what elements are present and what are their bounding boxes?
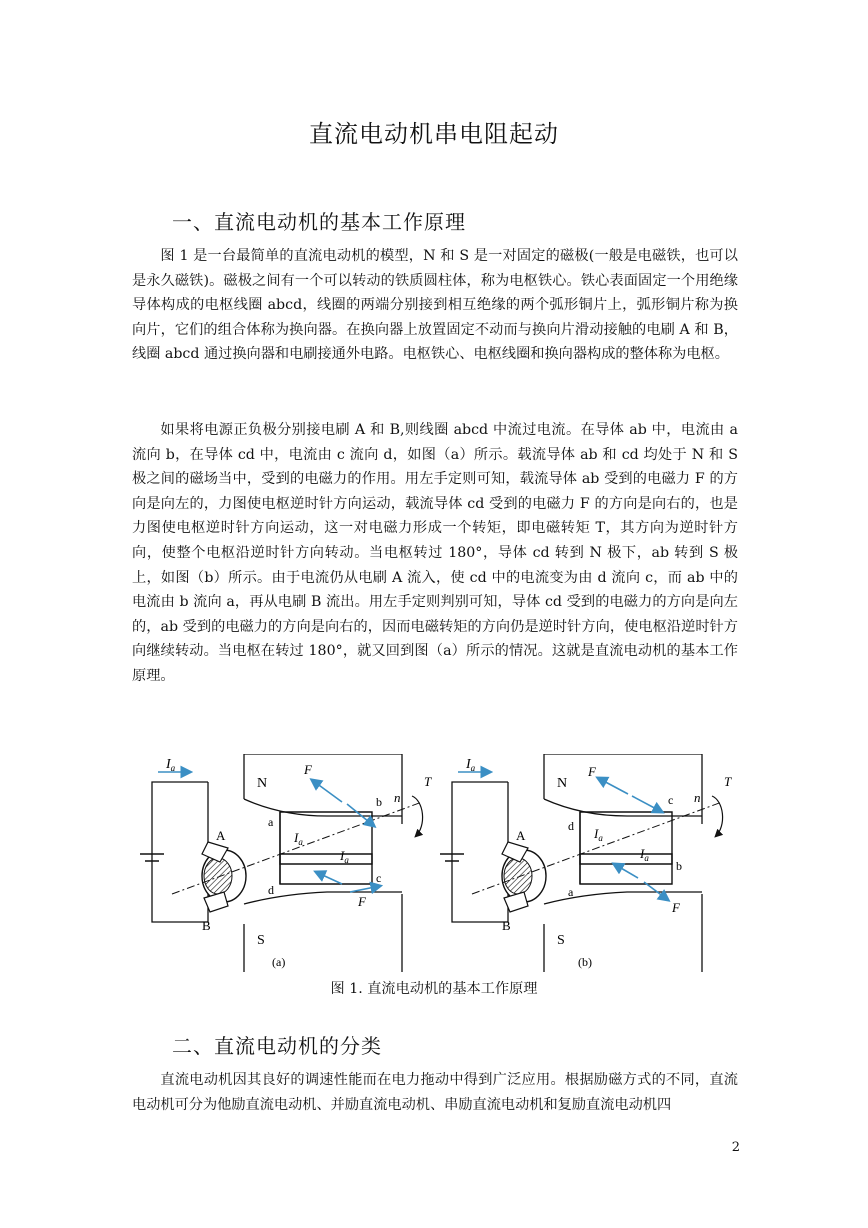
section-heading-2: 二、直流电动机的分类 (172, 1034, 382, 1058)
section-heading-1: 一、直流电动机的基本工作原理 (172, 210, 466, 234)
a-speed-label: n (394, 790, 401, 805)
motor-diagrams-svg (132, 754, 738, 972)
b-force-bottom: F (672, 900, 680, 915)
a-current-label: $I_a$ (166, 757, 176, 773)
b-north-label: N (557, 776, 568, 791)
paragraph-1: 图 1 是一台最简单的直流电动机的模型，N 和 S 是一对固定的磁极(一般是电磁铁，也可以是永久磁铁)。磁极之间有一个可以转动的铁质圆柱体，称为电枢铁心。铁心表面固定一个用绝缘导体构成的电枢线圈 abcd，线圈的两端分别接到相互绝缘的两个弧形铜片上，弧形铜片称为换向片，它们的组合体称为换向器。在换向器上放置固定不动而与换向片滑动接触的电刷 A 和 B，线圈 abcd 通过换向器和电刷接通外电路。电枢铁心、电枢线圈和换向器构成的整体称为电枢。 (132, 248, 738, 363)
b-brush-a: A (516, 828, 526, 843)
b-ia-2: $I_a$ (640, 846, 649, 863)
a-torque-label: T (424, 774, 432, 789)
b-ia-1: $I_a$ (594, 826, 603, 843)
b-speed-label: n (694, 790, 701, 805)
diagram-b (440, 754, 732, 972)
figure-caption: 图 1. 直流电动机的基本工作原理 (330, 981, 538, 997)
paragraph-2: 如果将电源正负极分别接电刷 A 和 B,则线圈 abcd 中流过电流。在导体 ab 中，电流由 a 流向 b，在导体 cd 中，电流由 c 流向 d，如图（a）所示。载流导体 ab 和 cd 均处于 N 和 S 极之间的磁场当中，受到的电磁力的作用。用左手定则可知，载流导体 ab 受到的电磁力 F 的方向是向左的，力图使电枢逆时针方向运动，载流导体 cd 受到的电磁力 F 的方向是向右的，也是力图使电枢逆时针方向运动，这一对电磁力形成一个转矩，即电磁转矩 T，其方向为逆时针方向，使整个电枢沿逆时针方向转动。当电枢转过 180°，导体 cd 转到 N 极下，ab 转到 S 极上，如图（b）所示。由于电流仍从电刷 A 流入，使 cd 中的电流变为由 d 流向 c，而 ab 中的电流由 b 流向 a，再从电刷 B 流出。用左手定则判别可知，导体 cd 受到的电磁力的方向是向左的，ab 受到的电磁力的方向是向右的，因而电磁转矩的方向仍是逆时针方向，使电枢沿逆时针方向继续转动。当电枢在转过 180°，就又回到图（a）所示的情况。这就是直流电动机的基本工作原理。 (132, 422, 738, 684)
a-brush-a: A (216, 828, 226, 843)
figure-motor-diagram (132, 754, 738, 972)
b-conductor-c: c (668, 793, 674, 807)
sub-caption-a: (a) (272, 955, 286, 969)
a-ia-2: $I_a$ (340, 848, 349, 865)
a-conductor-b: b (376, 795, 382, 809)
paragraph-3: 直流电动机因其良好的调速性能而在电力拖动中得到广泛应用。根据励磁方式的不同，直流电动机可分为他励直流电动机、并励直流电动机、串励直流电动机和复励直流电动机四 (132, 1072, 738, 1113)
sub-caption-b: (b) (578, 955, 592, 969)
page-number: 2 (731, 1140, 740, 1155)
b-force-top: F (588, 764, 596, 779)
b-conductor-a: a (568, 885, 574, 899)
a-force-bottom: F (358, 894, 366, 909)
a-south-label: S (257, 933, 265, 948)
b-current-label: $I_a$ (466, 757, 476, 773)
a-force-top: F (304, 762, 312, 777)
a-ia-1: $I_a$ (294, 830, 303, 847)
diagram-a (140, 754, 432, 972)
b-torque-label: T (724, 774, 732, 789)
a-conductor-d: d (268, 883, 274, 897)
b-conductor-d: d (568, 819, 574, 833)
b-conductor-b: b (676, 859, 682, 873)
page-title: 直流电动机串电阻起动 (309, 120, 559, 148)
a-north-label: N (257, 776, 268, 791)
a-conductor-a: a (268, 815, 274, 829)
a-conductor-c: c (376, 871, 382, 885)
a-brush-b: B (202, 918, 211, 933)
b-brush-b: B (502, 918, 511, 933)
b-south-label: S (557, 933, 565, 948)
